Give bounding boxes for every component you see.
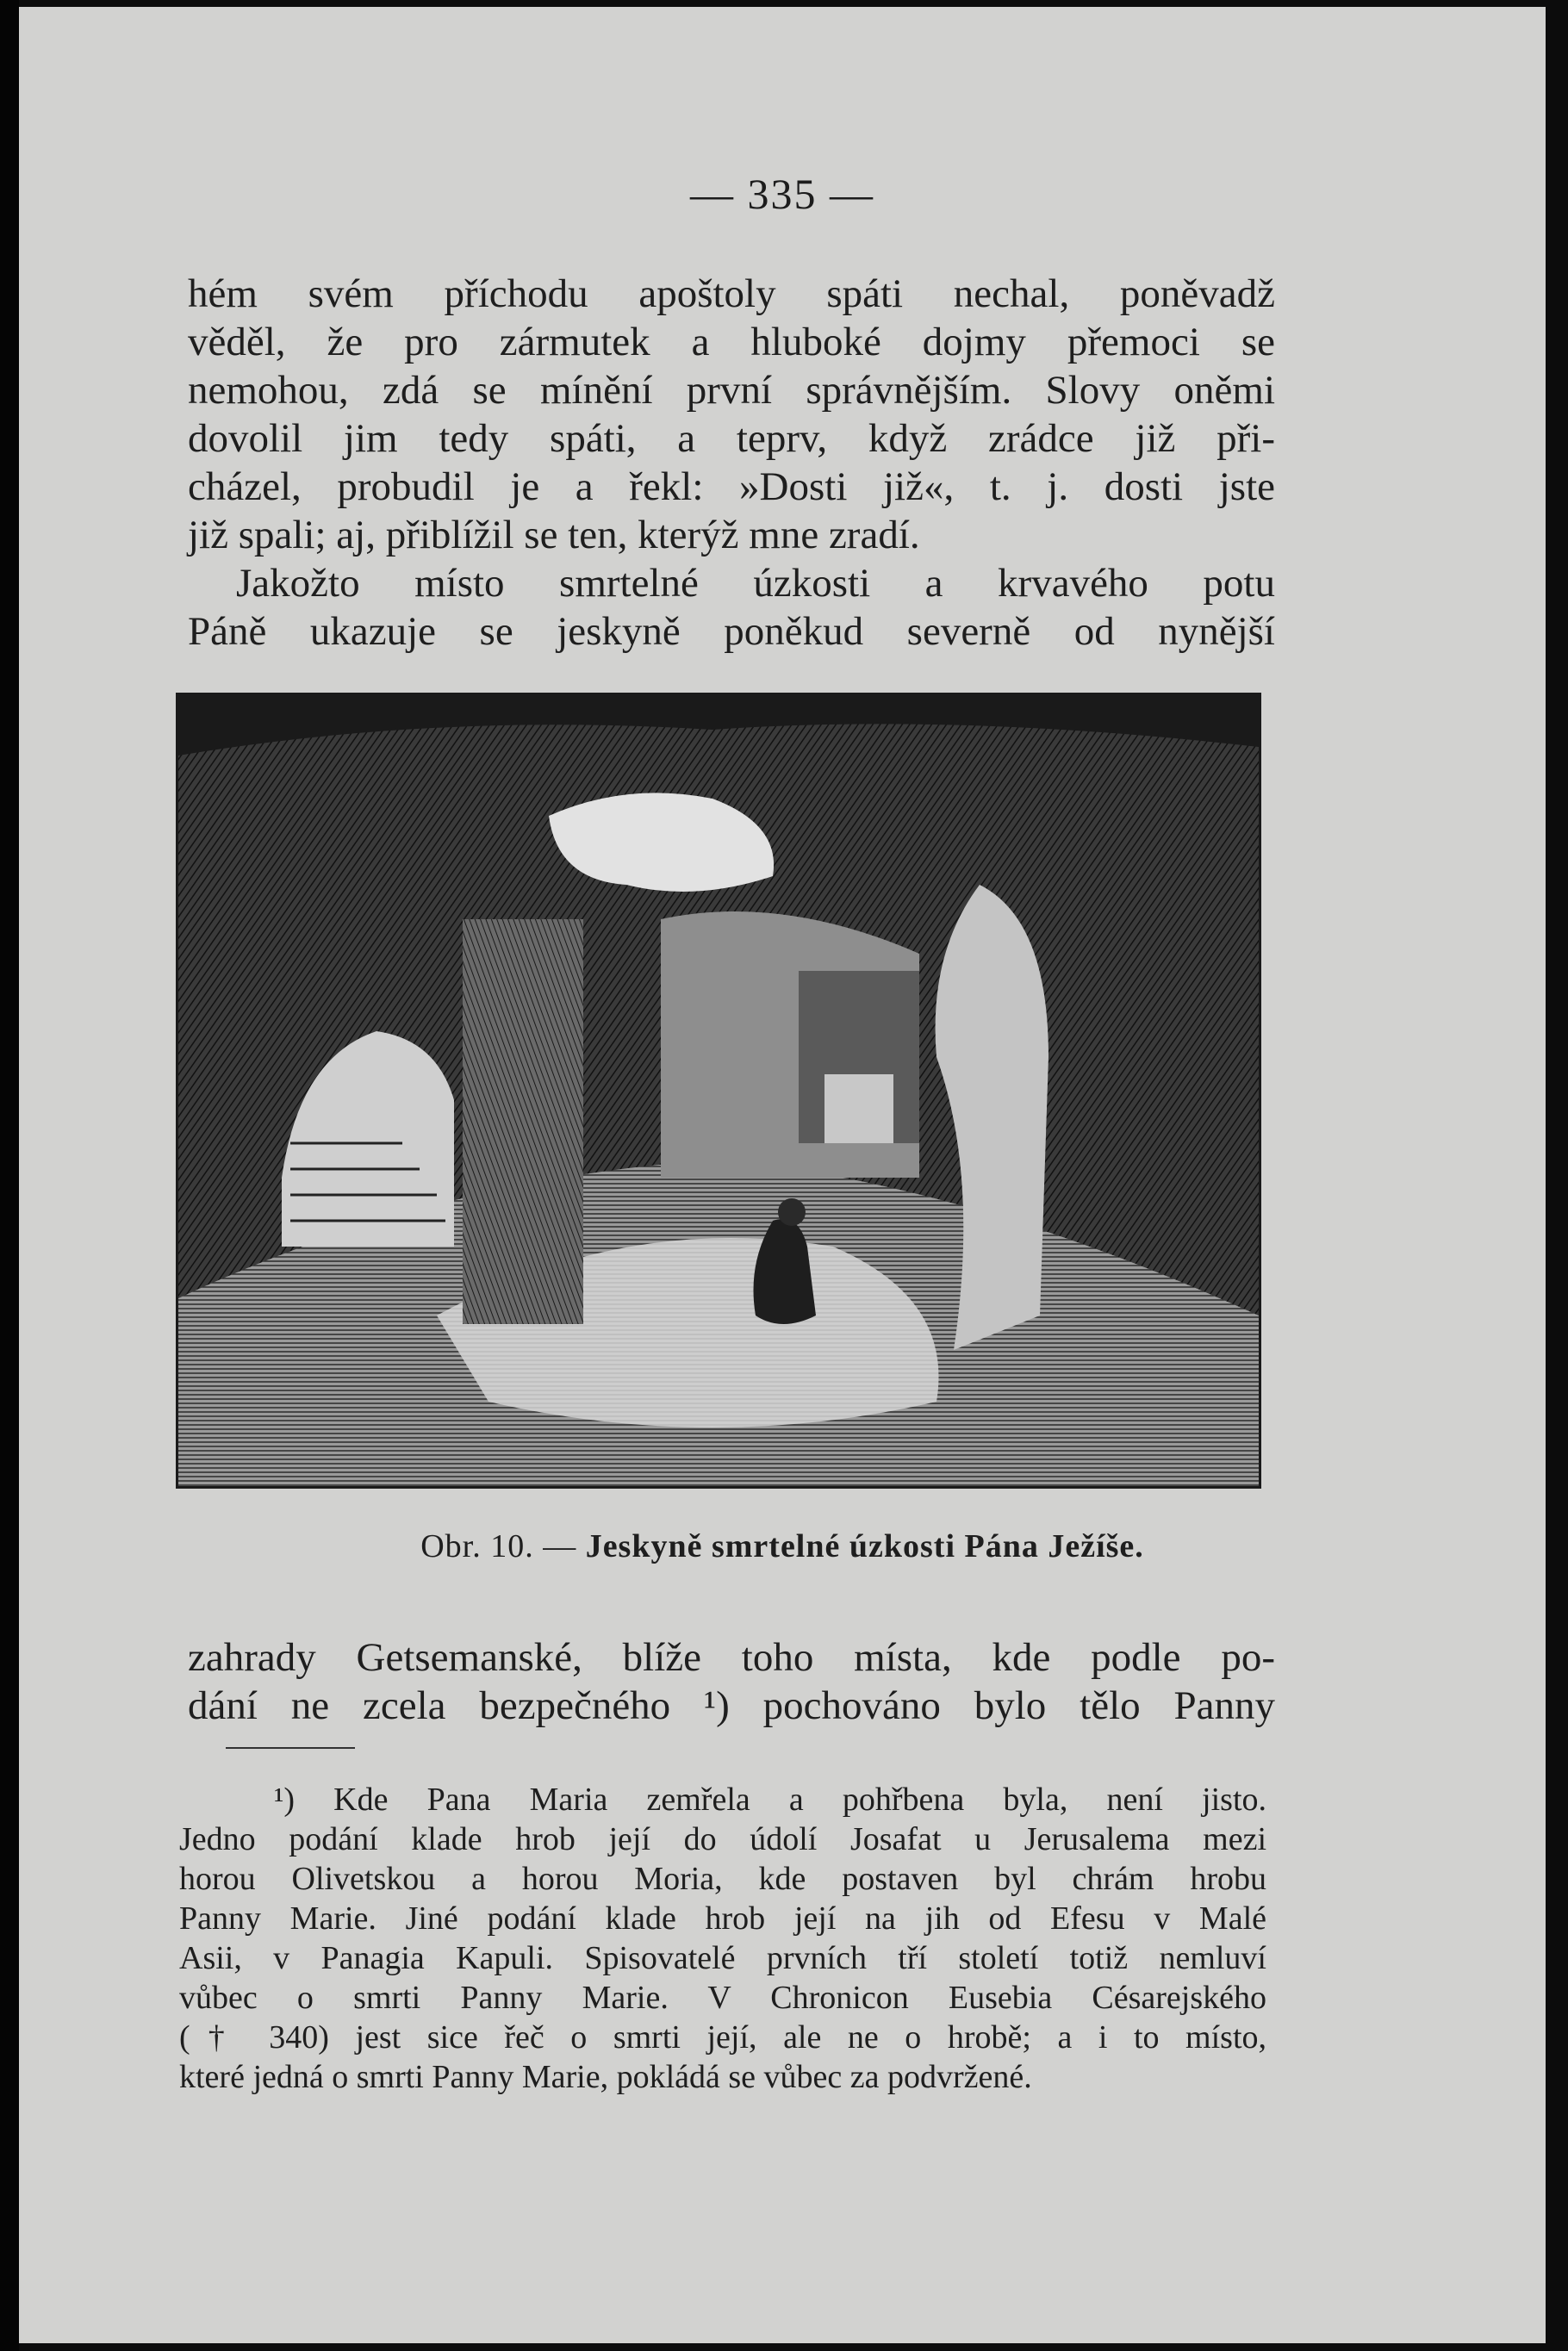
- paragraph-bottom: [188, 1633, 1275, 1730]
- footnote-line: († 340) jest sice řeč o smrti její, ale ne o hrobě; a i to místo,: [179, 2019, 1266, 2056]
- paragraph-top: [188, 270, 1275, 656]
- text-line: věděl, že pro zármutek a hluboké dojmy přemoci se: [188, 320, 1275, 364]
- footnote-line: horou Olivetskou a horou Moria, kde postaven byl chrám hrobu: [179, 1861, 1266, 1897]
- book-page: [19, 7, 1546, 2343]
- text-line: nemohou, zdá se mínění první správnějším. Slovy oněmi: [188, 368, 1275, 413]
- text-line: Jakožto místo smrtelné úzkosti a krvavého potu: [236, 561, 1275, 606]
- text-line: dovolil jim tedy spáti, a teprv, když zrádce již při-: [188, 416, 1275, 461]
- footnote-line: které jedná o smrti Panny Marie, pokládá se vůbec za podvržené.: [179, 2059, 1032, 2095]
- footnote-line: Asii, v Panagia Kapuli. Spisovatelé prvních tří století totiž nemluví: [179, 1940, 1266, 1976]
- text-line: cházel, probudil je a řekl: »Dosti již«, t. j. dosti jste: [188, 464, 1275, 509]
- cave-engraving: [176, 693, 1261, 1489]
- footnotes: [179, 1780, 1266, 2097]
- binding-edge: [0, 0, 19, 2351]
- caption-title: Jeskyně smrtelné úzkosti Pána Ježíše.: [585, 1528, 1144, 1564]
- footnote-line: vůbec o smrti Panny Marie. V Chronicon Eusebia Césarejského: [179, 1980, 1266, 2016]
- footnote-line: Panny Marie. Jiné podání klade hrob její na jih od Efesu v Malé: [179, 1900, 1266, 1937]
- text-line: již spali; aj, přiblížil se ten, kterýž mne zradí.: [188, 513, 920, 557]
- footnote-rule: [226, 1747, 355, 1749]
- text-line: dání ne zcela bezpečného ¹) pochováno bylo tělo Panny: [188, 1683, 1275, 1728]
- footnote-line: Jedno podání klade hrob její do údolí Josafat u Jerusalema mezi: [179, 1821, 1266, 1857]
- text-line: Páně ukazuje se jeskyně poněkud severně od nynější: [188, 609, 1275, 654]
- cave-illustration: [178, 695, 1259, 1486]
- page-number: — 335 —: [690, 170, 874, 218]
- footnote-line: ¹) Kde Pana Maria zemřela a pohřbena byla, není jisto.: [274, 1782, 1266, 1818]
- text-line: zahrady Getsemanské, blíže toho místa, kde podle po-: [188, 1635, 1275, 1680]
- text-line: hém svém příchodu apoštoly spáti nechal, poněvadž: [188, 271, 1275, 316]
- figure-caption: [19, 1527, 1546, 1565]
- caption-prefix: Obr. 10. —: [420, 1528, 577, 1564]
